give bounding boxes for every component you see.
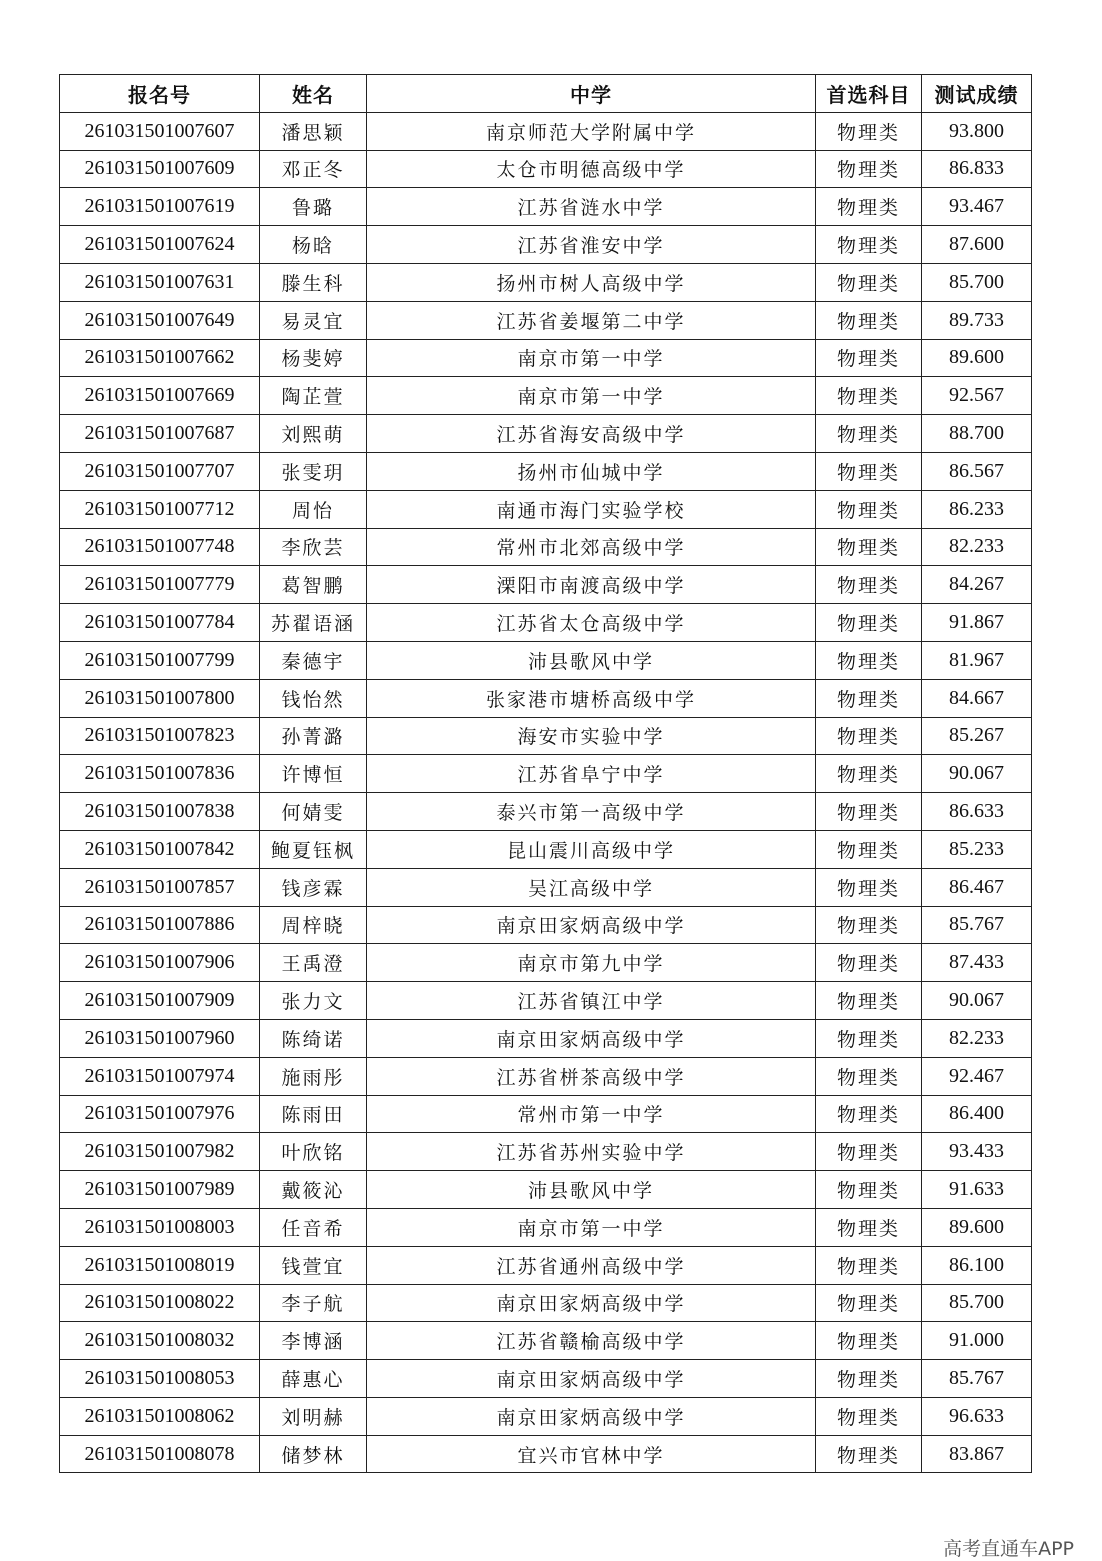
cell-score: 86.233 <box>922 490 1032 528</box>
cell-score: 83.867 <box>922 1435 1032 1473</box>
cell-subject: 物理类 <box>816 1019 922 1057</box>
cell-subject: 物理类 <box>816 1360 922 1398</box>
cell-score: 86.100 <box>922 1246 1032 1284</box>
cell-id: 261031501007748 <box>60 528 260 566</box>
cell-score: 82.233 <box>922 1019 1032 1057</box>
cell-school: 沛县歌风中学 <box>367 1171 816 1209</box>
table-row <box>60 982 1032 1020</box>
cell-id: 261031501007662 <box>60 339 260 377</box>
cell-school: 江苏省淮安中学 <box>367 226 816 264</box>
cell-score: 88.700 <box>922 415 1032 453</box>
cell-score: 84.267 <box>922 566 1032 604</box>
cell-score: 85.267 <box>922 717 1032 755</box>
cell-id: 261031501007687 <box>60 415 260 453</box>
table-row <box>60 528 1032 566</box>
cell-id: 261031501007982 <box>60 1133 260 1171</box>
cell-name: 钱彦霖 <box>260 868 367 906</box>
cell-subject: 物理类 <box>816 1095 922 1133</box>
cell-subject: 物理类 <box>816 868 922 906</box>
table-row <box>60 150 1032 188</box>
table-row <box>60 1171 1032 1209</box>
cell-score: 93.467 <box>922 188 1032 226</box>
cell-name: 张雯玥 <box>260 452 367 490</box>
cell-subject: 物理类 <box>816 490 922 528</box>
cell-name: 周梓晓 <box>260 906 367 944</box>
cell-id: 261031501007712 <box>60 490 260 528</box>
table-row <box>60 415 1032 453</box>
cell-school: 泰兴市第一高级中学 <box>367 793 816 831</box>
cell-school: 张家港市塘桥高级中学 <box>367 679 816 717</box>
cell-subject: 物理类 <box>816 1133 922 1171</box>
cell-school: 常州市北郊高级中学 <box>367 528 816 566</box>
cell-name: 李子航 <box>260 1284 367 1322</box>
cell-subject: 物理类 <box>816 1246 922 1284</box>
cell-id: 261031501008003 <box>60 1208 260 1246</box>
cell-subject: 物理类 <box>816 906 922 944</box>
table-row <box>60 263 1032 301</box>
cell-school: 南京市第一中学 <box>367 339 816 377</box>
cell-score: 87.600 <box>922 226 1032 264</box>
cell-id: 261031501007960 <box>60 1019 260 1057</box>
cell-id: 261031501008022 <box>60 1284 260 1322</box>
cell-subject: 物理类 <box>816 982 922 1020</box>
cell-score: 96.633 <box>922 1397 1032 1435</box>
header-row <box>60 75 1032 113</box>
cell-name: 施雨彤 <box>260 1057 367 1095</box>
cell-name: 杨斐婷 <box>260 339 367 377</box>
table-row <box>60 226 1032 264</box>
cell-score: 90.067 <box>922 755 1032 793</box>
cell-id: 261031501007906 <box>60 944 260 982</box>
cell-score: 93.433 <box>922 1133 1032 1171</box>
table-row <box>60 641 1032 679</box>
cell-subject: 物理类 <box>816 1435 922 1473</box>
table-row <box>60 868 1032 906</box>
cell-name: 钱萱宜 <box>260 1246 367 1284</box>
cell-name: 王禹澄 <box>260 944 367 982</box>
cell-school: 南京田家炳高级中学 <box>367 1360 816 1398</box>
cell-score: 90.067 <box>922 982 1032 1020</box>
cell-name: 陈绮诺 <box>260 1019 367 1057</box>
cell-school: 沛县歌风中学 <box>367 641 816 679</box>
cell-id: 261031501007989 <box>60 1171 260 1209</box>
cell-name: 任音希 <box>260 1208 367 1246</box>
cell-subject: 物理类 <box>816 1208 922 1246</box>
cell-score: 89.733 <box>922 301 1032 339</box>
cell-school: 南京田家炳高级中学 <box>367 1019 816 1057</box>
cell-subject: 物理类 <box>816 1171 922 1209</box>
cell-id: 261031501007857 <box>60 868 260 906</box>
table-row <box>60 1435 1032 1473</box>
cell-subject: 物理类 <box>816 150 922 188</box>
cell-school: 江苏省太仓高级中学 <box>367 604 816 642</box>
cell-id: 261031501008053 <box>60 1360 260 1398</box>
cell-name: 储梦林 <box>260 1435 367 1473</box>
cell-school: 南京田家炳高级中学 <box>367 1284 816 1322</box>
table-row <box>60 944 1032 982</box>
cell-subject: 物理类 <box>816 528 922 566</box>
cell-school: 南通市海门实验学校 <box>367 490 816 528</box>
cell-name: 戴筱沁 <box>260 1171 367 1209</box>
table-row <box>60 604 1032 642</box>
results-table <box>59 74 1032 1473</box>
cell-name: 刘明赫 <box>260 1397 367 1435</box>
cell-school: 南京市第九中学 <box>367 944 816 982</box>
cell-name: 孙菁潞 <box>260 717 367 755</box>
cell-name: 周怡 <box>260 490 367 528</box>
cell-id: 261031501007842 <box>60 830 260 868</box>
cell-id: 261031501007779 <box>60 566 260 604</box>
cell-score: 85.233 <box>922 830 1032 868</box>
table-row <box>60 1019 1032 1057</box>
cell-subject: 物理类 <box>816 226 922 264</box>
cell-score: 85.767 <box>922 906 1032 944</box>
cell-subject: 物理类 <box>816 717 922 755</box>
cell-score: 91.867 <box>922 604 1032 642</box>
table-row <box>60 717 1032 755</box>
cell-score: 86.833 <box>922 150 1032 188</box>
cell-score: 92.567 <box>922 377 1032 415</box>
cell-score: 85.700 <box>922 1284 1032 1322</box>
header-name: 姓名 <box>260 75 367 113</box>
cell-school: 太仓市明德高级中学 <box>367 150 816 188</box>
table-row <box>60 188 1032 226</box>
cell-school: 江苏省赣榆高级中学 <box>367 1322 816 1360</box>
table-row <box>60 679 1032 717</box>
cell-id: 261031501007823 <box>60 717 260 755</box>
table-row <box>60 377 1032 415</box>
cell-name: 刘熙萌 <box>260 415 367 453</box>
table-row <box>60 793 1032 831</box>
table-row <box>60 755 1032 793</box>
cell-name: 陶芷萱 <box>260 377 367 415</box>
cell-school: 南京市第一中学 <box>367 1208 816 1246</box>
cell-score: 91.633 <box>922 1171 1032 1209</box>
cell-name: 薛惠心 <box>260 1360 367 1398</box>
cell-school: 海安市实验中学 <box>367 717 816 755</box>
cell-name: 许博恒 <box>260 755 367 793</box>
cell-school: 江苏省姜堰第二中学 <box>367 301 816 339</box>
cell-subject: 物理类 <box>816 1057 922 1095</box>
cell-id: 261031501008062 <box>60 1397 260 1435</box>
cell-score: 89.600 <box>922 1208 1032 1246</box>
cell-id: 261031501007669 <box>60 377 260 415</box>
table-row <box>60 1095 1032 1133</box>
cell-id: 261031501007976 <box>60 1095 260 1133</box>
table-row <box>60 112 1032 150</box>
cell-id: 261031501007707 <box>60 452 260 490</box>
cell-id: 261031501007799 <box>60 641 260 679</box>
cell-id: 261031501007649 <box>60 301 260 339</box>
table-row <box>60 490 1032 528</box>
table-row <box>60 339 1032 377</box>
cell-subject: 物理类 <box>816 793 922 831</box>
table-row <box>60 301 1032 339</box>
cell-school: 江苏省镇江中学 <box>367 982 816 1020</box>
cell-school: 南京田家炳高级中学 <box>367 1397 816 1435</box>
cell-subject: 物理类 <box>816 944 922 982</box>
cell-school: 南京师范大学附属中学 <box>367 112 816 150</box>
cell-subject: 物理类 <box>816 112 922 150</box>
table-row <box>60 1322 1032 1360</box>
cell-school: 南京田家炳高级中学 <box>367 906 816 944</box>
cell-subject: 物理类 <box>816 641 922 679</box>
cell-name: 叶欣铭 <box>260 1133 367 1171</box>
cell-score: 89.600 <box>922 339 1032 377</box>
cell-id: 261031501007909 <box>60 982 260 1020</box>
cell-name: 钱怡然 <box>260 679 367 717</box>
cell-subject: 物理类 <box>816 263 922 301</box>
cell-name: 邓正冬 <box>260 150 367 188</box>
cell-school: 南京市第一中学 <box>367 377 816 415</box>
table-row <box>60 830 1032 868</box>
cell-name: 葛智鹏 <box>260 566 367 604</box>
header-id: 报名号 <box>60 75 260 113</box>
cell-subject: 物理类 <box>816 1397 922 1435</box>
cell-score: 86.467 <box>922 868 1032 906</box>
cell-score: 86.633 <box>922 793 1032 831</box>
cell-id: 261031501008019 <box>60 1246 260 1284</box>
table-row <box>60 1246 1032 1284</box>
cell-score: 91.000 <box>922 1322 1032 1360</box>
cell-id: 261031501007624 <box>60 226 260 264</box>
cell-school: 常州市第一中学 <box>367 1095 816 1133</box>
cell-id: 261031501007838 <box>60 793 260 831</box>
cell-id: 261031501007800 <box>60 679 260 717</box>
cell-school: 江苏省涟水中学 <box>367 188 816 226</box>
cell-id: 261031501007609 <box>60 150 260 188</box>
table-row <box>60 1284 1032 1322</box>
cell-score: 84.667 <box>922 679 1032 717</box>
cell-id: 261031501007631 <box>60 263 260 301</box>
table-row <box>60 1208 1032 1246</box>
table-row <box>60 1057 1032 1095</box>
cell-score: 86.567 <box>922 452 1032 490</box>
cell-school: 吴江高级中学 <box>367 868 816 906</box>
cell-subject: 物理类 <box>816 1284 922 1322</box>
cell-id: 261031501007886 <box>60 906 260 944</box>
table-row <box>60 452 1032 490</box>
cell-subject: 物理类 <box>816 301 922 339</box>
table-body <box>60 112 1032 1473</box>
cell-score: 87.433 <box>922 944 1032 982</box>
cell-name: 苏翟语涵 <box>260 604 367 642</box>
watermark: 高考直通车APP <box>943 1538 1074 1560</box>
cell-school: 宜兴市官林中学 <box>367 1435 816 1473</box>
cell-subject: 物理类 <box>816 415 922 453</box>
cell-id: 261031501007784 <box>60 604 260 642</box>
cell-name: 李欣芸 <box>260 528 367 566</box>
cell-id: 261031501008078 <box>60 1435 260 1473</box>
cell-score: 85.767 <box>922 1360 1032 1398</box>
table-row <box>60 1360 1032 1398</box>
cell-subject: 物理类 <box>816 339 922 377</box>
cell-id: 261031501007836 <box>60 755 260 793</box>
cell-score: 93.800 <box>922 112 1032 150</box>
cell-id: 261031501007619 <box>60 188 260 226</box>
cell-subject: 物理类 <box>816 188 922 226</box>
cell-id: 261031501008032 <box>60 1322 260 1360</box>
cell-name: 易灵宜 <box>260 301 367 339</box>
cell-name: 杨晗 <box>260 226 367 264</box>
cell-name: 潘思颖 <box>260 112 367 150</box>
cell-name: 陈雨田 <box>260 1095 367 1133</box>
cell-score: 92.467 <box>922 1057 1032 1095</box>
cell-subject: 物理类 <box>816 566 922 604</box>
cell-school: 扬州市仙城中学 <box>367 452 816 490</box>
cell-id: 261031501007974 <box>60 1057 260 1095</box>
cell-school: 江苏省海安高级中学 <box>367 415 816 453</box>
cell-school: 江苏省苏州实验中学 <box>367 1133 816 1171</box>
cell-name: 鲍夏钰枫 <box>260 830 367 868</box>
cell-school: 溧阳市南渡高级中学 <box>367 566 816 604</box>
cell-name: 张力文 <box>260 982 367 1020</box>
table-row <box>60 1133 1032 1171</box>
cell-subject: 物理类 <box>816 604 922 642</box>
table-row <box>60 1397 1032 1435</box>
header-score: 测试成绩 <box>922 75 1032 113</box>
cell-id: 261031501007607 <box>60 112 260 150</box>
cell-school: 江苏省栟茶高级中学 <box>367 1057 816 1095</box>
cell-score: 85.700 <box>922 263 1032 301</box>
cell-subject: 物理类 <box>816 679 922 717</box>
cell-name: 秦德宇 <box>260 641 367 679</box>
cell-subject: 物理类 <box>816 377 922 415</box>
cell-subject: 物理类 <box>816 830 922 868</box>
cell-school: 江苏省通州高级中学 <box>367 1246 816 1284</box>
cell-name: 滕生科 <box>260 263 367 301</box>
table-row <box>60 566 1032 604</box>
cell-name: 何婧雯 <box>260 793 367 831</box>
cell-score: 82.233 <box>922 528 1032 566</box>
cell-name: 鲁璐 <box>260 188 367 226</box>
header-subject: 首选科目 <box>816 75 922 113</box>
cell-score: 86.400 <box>922 1095 1032 1133</box>
cell-subject: 物理类 <box>816 755 922 793</box>
cell-score: 81.967 <box>922 641 1032 679</box>
cell-subject: 物理类 <box>816 452 922 490</box>
cell-school: 扬州市树人高级中学 <box>367 263 816 301</box>
cell-name: 李博涵 <box>260 1322 367 1360</box>
cell-subject: 物理类 <box>816 1322 922 1360</box>
cell-school: 昆山震川高级中学 <box>367 830 816 868</box>
cell-school: 江苏省阜宁中学 <box>367 755 816 793</box>
header-school: 中学 <box>367 75 816 113</box>
table-row <box>60 906 1032 944</box>
